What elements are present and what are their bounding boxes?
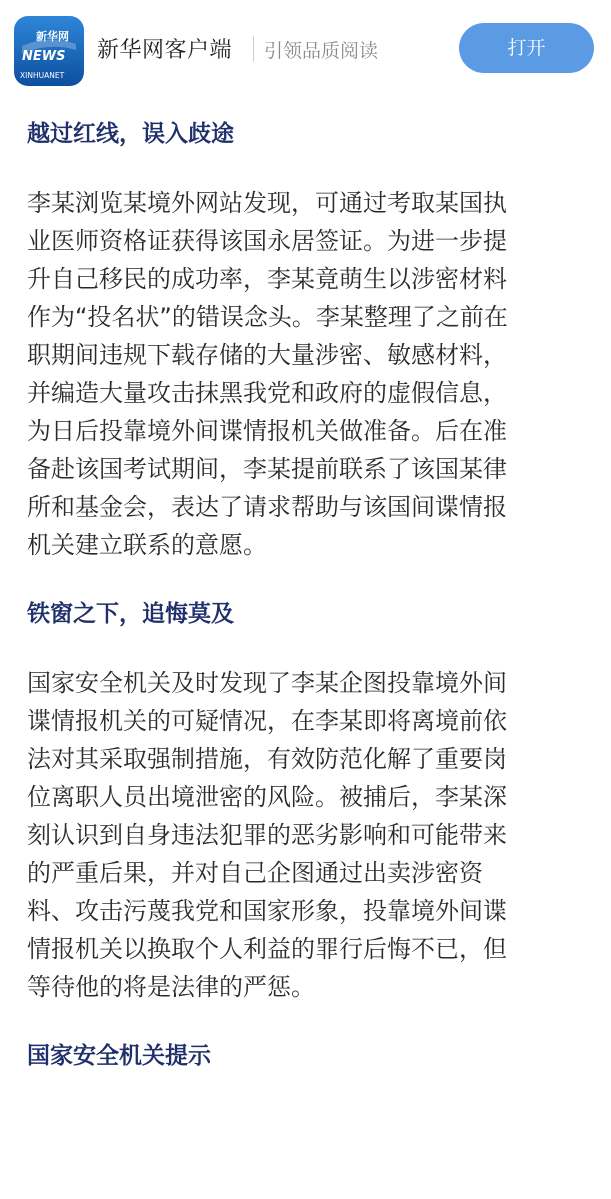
paragraph-line: 升自己移民的成功率，李某竟萌生以涉密材料 (27, 265, 507, 293)
paragraph-line: 所和基金会，表达了请求帮助与该国间谍情报 (27, 493, 507, 521)
header-divider (253, 36, 254, 62)
xinhuanet-logo (14, 16, 84, 86)
section-heading: 国家安全机关提示 (27, 1043, 211, 1069)
section-heading: 铁窗之下，追悔莫及 (27, 601, 234, 627)
paragraph-line: 职期间违规下载存储的大量涉密、敏感材料， (27, 341, 507, 369)
article-paragraph (27, 664, 587, 1006)
article-body (27, 112, 587, 1078)
paragraph-line: 等待他的将是法律的严惩。 (27, 973, 315, 1001)
paragraph-line: 刻认识到自身违法犯罪的恶劣影响和可能带来 (27, 821, 507, 849)
paragraph-line: 位离职人员出境泄密的风险。被捕后，李某深 (27, 783, 507, 811)
logo-text-brand: XINHUANET (20, 71, 65, 80)
app-download-bar (0, 0, 611, 98)
paragraph-line: 为日后投靠境外间谍情报机关做准备。后在准 (27, 417, 507, 445)
paragraph-line: 料、攻击污蔑我党和国家形象，投靠境外间谍 (27, 897, 507, 925)
article-paragraph (27, 184, 587, 564)
paragraph-line: 业医师资格证获得该国永居签证。为进一步提 (27, 227, 507, 255)
open-app-button[interactable]: 打开 (459, 23, 594, 73)
app-name: 新华网客户端 (97, 38, 233, 63)
paragraph-line: 国家安全机关及时发现了李某企图投靠境外间 (27, 669, 507, 697)
section-heading: 越过红线，误入歧途 (27, 121, 234, 147)
app-slogan: 引领品质阅读 (264, 40, 379, 62)
paragraph-line: 并编造大量攻击抹黑我党和政府的虚假信息， (27, 379, 507, 407)
paragraph-line: 法对其采取强制措施，有效防范化解了重要岗 (27, 745, 507, 773)
paragraph-line: 谍情报机关的可疑情况，在李某即将离境前依 (27, 707, 507, 735)
paragraph-line: 的严重后果，并对自己企图通过出卖涉密资 (27, 859, 483, 887)
paragraph-line: 情报机关以换取个人利益的罪行后悔不已，但 (27, 935, 507, 963)
paragraph-line: 作为“投名状”的错误念头。李某整理了之前在 (27, 303, 508, 331)
paragraph-line: 备赴该国考试期间，李某提前联系了该国某律 (27, 455, 507, 483)
logo-text-news: NEWS (22, 49, 66, 64)
paragraph-line: 李某浏览某境外网站发现，可通过考取某国执 (27, 189, 507, 217)
logo-text-cn: 新华网 (36, 30, 69, 43)
paragraph-line: 机关建立联系的意愿。 (27, 531, 267, 559)
